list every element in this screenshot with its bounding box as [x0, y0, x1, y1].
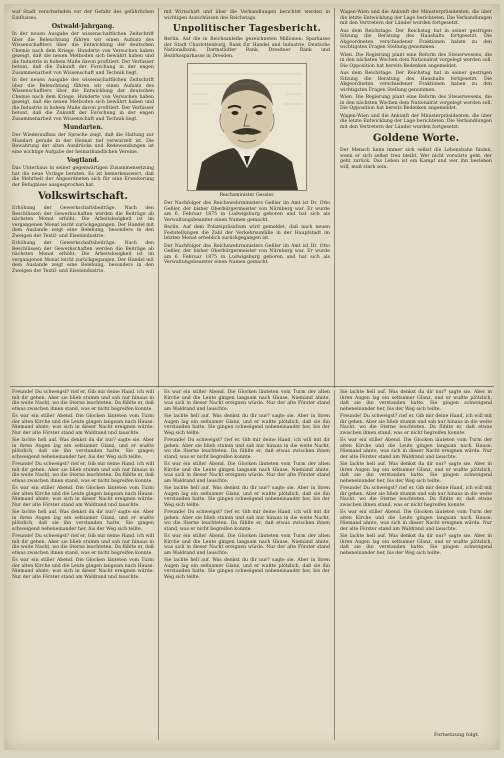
- body-text: Es war ein stiller Abend. Die Glocken läuteten vom Turm der alten Kirche und die Leute gingen langsam nach Hause. Niemand ahnte, was sich in dieser Nacht ereignen würde. Nur der alte Förster stand am Waldrand und lauschte.: [12, 414, 154, 436]
- column-rule: [158, 390, 159, 740]
- body-text: mit Wirtschaft und über die Verhandlungen berichtet werden in wichtigen Ausschüssen des Reichstags.: [164, 10, 330, 21]
- body-text: Der Wiederaufbau der Sprache zeigt, daß die Haltung zur Mundart gerade in der Heimat tief verwurzelt ist. Die Bewahrung der alten Ausdrücke und Redewendungen ist eine wichtige Aufgabe der heimatkundlichen Vereine.: [12, 133, 154, 155]
- section-heading: Mundarten.: [63, 124, 103, 131]
- portrait-drawing: [188, 64, 306, 190]
- body-text: Es war ein stiller Abend. Die Glocken läuteten vom Turm der alten Kirche und die Leute gingen langsam nach Hause. Niemand ahnte, was sich in dieser Nacht ereignen würde. Nur der alte Förster stand am Waldrand und lauschte.: [164, 534, 330, 556]
- newspaper-page: [4, 4, 500, 750]
- body-text: Berlin. Auf die in Reichsanleihe gezeichneten Millionen: Sparkasse der Stadt Charlottenburg, Bank für Handel und Industrie, Deutsche Nationalbank, Darmstädter Bank, Dresdner Bank und Bezirkssparkasse in Dresden.: [164, 37, 330, 59]
- serial-column-1: [12, 390, 154, 582]
- body-text: Der Nachfolger des Reichswehrministers Geßler im Amt ist Dr. Otto Geßler, der bisher Oberbürgermeister von Nürnberg war. Er wurde am 6. Februar 1875 in Ludwigsburg geboren und hat sich als Verwaltungsbeamter einen Namen gemacht.: [164, 243, 330, 265]
- body-text: Aus dem Reichstage. Der Reichstag hat in seiner gestrigen Sitzung die Beratung des Haushalts fortgesetzt. Die Abgeordneten verschiedener Fraktionen haben zu den wichtigsten Fragen Stellung genommen.: [340, 28, 492, 50]
- body-text: Freunde! Du schweigst? rief er. Gib mir deine Hand, ich will mit dir gehen. Aber sie blieb stumm und sah nur hinaus in die weite Nacht, wo die Sterne leuchteten. Da fühlte er, daß etwas zwischen ihnen stand, was er nicht begreifen konnte.: [340, 486, 492, 508]
- body-text: Erhöhung der Gewerkschaftsbeiträge. Nach den Beschlüssen der Gewerkschaften werden die Beiträge ab nächsten Monat erhöht. Die Arbeitslosigkeit ist im vergangenen Monat leicht zurückgegangen. Der Handel mit dem Auslande zeigt eine Belebung, besonders in den Zweigen der Textil- und Eisenindustrie.: [12, 206, 154, 239]
- body-text: Es war ein stiller Abend. Die Glocken läuteten vom Turm der alten Kirche und die Leute gingen langsam nach Hause. Niemand ahnte, was sich in dieser Nacht ereignen würde. Nur der alte Förster stand am Waldrand und lauschte.: [164, 462, 330, 484]
- body-text: Wagen-Wien und die Ankunft der Ministerpräsidenten, die über die letzte Entwicklung der Lage berichteten. Die Verhandlungen mit den Vertretern der Länder wurden fortgesetzt.: [340, 10, 492, 26]
- body-text: In der neuen Ausgabe der wissenschaftlichen Zeitschrift über die Beleuchtung führen wir einen Aufsatz des Wissenschaftlers über die Entwicklung der deutschen Chemie nach dem Kriege. Hunderte von Versuchen haben gezeigt, daß die neuen Methoden sich bewährt haben und die Industrie in hohem Maße davon profitiert. Der Verfasser betont, daß die Zukunft der Forschung in der engen Zusammenarbeit von Wissenschaft und Technik liegt.: [12, 32, 154, 76]
- column-rule: [334, 8, 335, 388]
- body-text: Freunde! Du schweigst? rief er. Gib mir deine Hand, ich will mit dir gehen. Aber sie blieb stumm und sah nur hinaus in die weite Nacht, wo die Sterne leuchteten. Da fühlte er, daß etwas zwischen ihnen stand, was er nicht begreifen konnte.: [164, 510, 330, 532]
- body-text: Erhöhung der Gewerkschaftsbeiträge. Nach den Beschlüssen der Gewerkschaften werden die Beiträge ab nächsten Monat erhöht. Die Arbeitslosigkeit ist im vergangenen Monat leicht zurückgegangen. Der Handel mit dem Auslande zeigt eine Belebung, besonders in den Zweigen der Textil- und Eisenindustrie.: [12, 241, 154, 274]
- body-text: Freunde! Du schweigst? rief er. Gib mir deine Hand, ich will mit dir gehen. Aber sie blieb stumm und sah nur hinaus in die weite Nacht, wo die Sterne leuchteten. Da fühlte er, daß etwas zwischen ihnen stand, was er nicht begreifen konnte.: [12, 534, 154, 556]
- section-heading: Ostwald-Jahrgang.: [51, 23, 115, 30]
- body-text: Freunde! Du schweigst? rief er. Gib mir deine Hand, ich will mit dir gehen. Aber sie blieb stumm und sah nur hinaus in die weite Nacht, wo die Sterne leuchteten. Da fühlte er, daß etwas zwischen ihnen stand, was er nicht begreifen konnte.: [340, 414, 492, 436]
- body-text: Wien. Die Regierung plant eine Reform des Steuerwesens, die in den nächsten Wochen dem Nationalrat vorgelegt werden soll. Die Opposition hat bereits Bedenken angemeldet.: [340, 52, 492, 69]
- continuation-note: Fortsetzung folgt.: [434, 732, 480, 738]
- column-rule: [334, 390, 335, 740]
- body-text: Es war ein stiller Abend. Die Glocken läuteten vom Turm der alten Kirche und die Leute gingen langsam nach Hause. Niemand ahnte, was sich in dieser Nacht ereignen würde. Nur der alte Förster stand am Waldrand und lauschte.: [340, 510, 492, 532]
- body-text: Sie lachte hell auf. Was denkst du dir nur? sagte sie. Aber in ihren Augen lag ein seltsamer Glanz, und er wußte plötzlich, daß sie ihn verstanden hatte. Sie gingen schweigend nebeneinander her, bis der Weg sich teilte.: [340, 462, 492, 484]
- body-text: Sie lachte hell auf. Was denkst du dir nur? sagte sie. Aber in ihren Augen lag ein seltsamer Glanz, und er wußte plötzlich, daß sie ihn verstanden hatte. Sie gingen schweigend nebeneinander her, bis der Weg sich teilte.: [340, 534, 492, 556]
- body-text: Aus dem Reichstage. Der Reichstag hat in seiner gestrigen Sitzung die Beratung des Haushalts fortgesetzt. Die Abgeordneten verschiedener Fraktionen haben zu den wichtigsten Fragen Stellung genommen.: [340, 71, 492, 93]
- body-text: Es war ein stiller Abend. Die Glocken läuteten vom Turm der alten Kirche und die Leute gingen langsam nach Hause. Niemand ahnte, was sich in dieser Nacht ereignen würde. Nur der alte Förster stand am Waldrand und lauschte.: [12, 558, 154, 580]
- column-2: [164, 10, 330, 268]
- serial-column-2: [164, 390, 330, 582]
- body-text: In der neuen Ausgabe der wissenschaftlichen Zeitschrift über die Beleuchtung führen wir einen Aufsatz des Wissenschaftlers über die Entwicklung der deutschen Chemie nach dem Kriege. Hunderte von Versuchen haben gezeigt, daß die neuen Methoden sich bewährt haben und die Industrie in hohem Maße davon profitiert. Der Verfasser betont, daß die Zukunft der Forschung in der engen Zusammenarbeit von Wissenschaft und Technik liegt.: [12, 78, 154, 122]
- body-text: Es war ein stiller Abend. Die Glocken läuteten vom Turm der alten Kirche und die Leute gingen langsam nach Hause. Niemand ahnte, was sich in dieser Nacht ereignen würde. Nur der alte Förster stand am Waldrand und lauschte.: [12, 486, 154, 508]
- body-text: Wagen-Wien und die Ankunft der Ministerpräsidenten, die über die letzte Entwicklung der Lage berichteten. Die Verhandlungen mit den Vertretern der Länder wurden fortgesetzt.: [340, 113, 492, 130]
- body-text: Sie lachte hell auf. Was denkst du dir nur? sagte sie. Aber in ihren Augen lag ein seltsamer Glanz, und er wußte plötzlich, daß sie ihn verstanden hatte. Sie gingen schweigend nebeneinander her, bis der Weg sich teilte.: [12, 510, 154, 532]
- image-caption: Reichsminister Gessler.: [219, 193, 275, 198]
- body-text: Sie lachte hell auf. Was denkst du dir nur? sagte sie. Aber in ihren Augen lag ein seltsamer Glanz, und er wußte plötzlich, daß sie ihn verstanden hatte. Sie gingen schweigend nebeneinander her, bis der Weg sich teilte.: [12, 438, 154, 460]
- serial-column-3: [340, 390, 492, 558]
- body-text: Freunde! Du schweigst? rief er. Gib mir deine Hand, ich will mit dir gehen. Aber sie blieb stumm und sah nur hinaus in die weite Nacht, wo die Sterne leuchteten. Da fühlte er, daß etwas zwischen ihnen stand, was er nicht begreifen konnte.: [12, 390, 154, 412]
- body-text: Das Unterhaus in seiner gegenwärtigen Zusammensetzung hat die neue Vorlage beraten. Es ist bemerkenswert, daß die Mehrheit der Abgeordneten sich für eine Erweiterung der Befugnisse ausgesprochen hat.: [12, 166, 154, 188]
- body-text: Der Mensch kann immer sich selbst die Lebensbahn finden, wenn er sich selbst treu bleibt. Wer nicht vorwärts geht, der geht zurück. Das Leben ist ein Kampf und wer ihn bestehen will, muß stark sein.: [340, 148, 492, 170]
- column-3: [340, 10, 492, 172]
- body-text: Freunde! Du schweigst? rief er. Gib mir deine Hand, ich will mit dir gehen. Aber sie blieb stumm und sah nur hinaus in die weite Nacht, wo die Sterne leuchteten. Da fühlte er, daß etwas zwischen ihnen stand, was er nicht begreifen konnte.: [164, 438, 330, 460]
- section-heading-large: Volkswirtschaft.: [37, 191, 129, 202]
- body-text: Es war ein stiller Abend. Die Glocken läuteten vom Turm der alten Kirche und die Leute gingen langsam nach Hause. Niemand ahnte, was sich in dieser Nacht ereignen würde. Nur der alte Förster stand am Waldrand und lauschte.: [164, 390, 330, 412]
- body-text: Sie lachte hell auf. Was denkst du dir nur? sagte sie. Aber in ihren Augen lag ein seltsamer Glanz, und er wußte plötzlich, daß sie ihn verstanden hatte. Sie gingen schweigend nebeneinander her, bis der Weg sich teilte.: [164, 558, 330, 580]
- section-rule: [10, 386, 494, 387]
- body-text: Der Nachfolger des Reichswehrministers Geßler im Amt ist Dr. Otto Geßler, der bisher Oberbürgermeister von Nürnberg war. Er wurde am 6. Februar 1875 in Ludwigsburg geboren und hat sich als Verwaltungsbeamter einen Namen gemacht.: [164, 201, 330, 223]
- section-heading: Vogtland.: [67, 157, 99, 164]
- column-1: [12, 10, 154, 276]
- body-text: waf Stadt verschwinden vor der Gefahr des gefährlichen Einflusses.: [12, 10, 154, 21]
- body-text: Freunde! Du schweigst? rief er. Gib mir deine Hand, ich will mit dir gehen. Aber sie blieb stumm und sah nur hinaus in die weite Nacht, wo die Sterne leuchteten. Da fühlte er, daß etwas zwischen ihnen stand, was er nicht begreifen konnte.: [12, 462, 154, 484]
- body-text: Wien. Die Regierung plant eine Reform des Steuerwesens, die in den nächsten Wochen dem Nationalrat vorgelegt werden soll. Die Opposition hat bereits Bedenken angemeldet.: [340, 95, 492, 111]
- body-text: Es war ein stiller Abend. Die Glocken läuteten vom Turm der alten Kirche und die Leute gingen langsam nach Hause. Niemand ahnte, was sich in dieser Nacht ereignen würde. Nur der alte Förster stand am Waldrand und lauschte.: [340, 438, 492, 460]
- portrait-illustration: [187, 63, 307, 191]
- section-heading-large: Goldene Worte.: [372, 133, 460, 144]
- body-text: Berlin. Auf dem Polizeipräsidium wird gemeldet, daß nach neuen Feststellungen die Zahl der Verkehrsunfälle in der Hauptstadt im letzten Monat erheblich zurückgegangen ist.: [164, 225, 330, 241]
- body-text: Sie lachte hell auf. Was denkst du dir nur? sagte sie. Aber in ihren Augen lag ein seltsamer Glanz, und er wußte plötzlich, daß sie ihn verstanden hatte. Sie gingen schweigend nebeneinander her, bis der Weg sich teilte.: [164, 486, 330, 508]
- body-text: Sie lachte hell auf. Was denkst du dir nur? sagte sie. Aber in ihren Augen lag ein seltsamer Glanz, und er wußte plötzlich, daß sie ihn verstanden hatte. Sie gingen schweigend nebeneinander her, bis der Weg sich teilte.: [164, 414, 330, 436]
- column-rule: [158, 8, 159, 388]
- body-text: Sie lachte hell auf. Was denkst du dir nur? sagte sie. Aber in ihren Augen lag ein seltsamer Glanz, und er wußte plötzlich, daß sie ihn verstanden hatte. Sie gingen schweigend nebeneinander her, bis der Weg sich teilte.: [340, 390, 492, 412]
- section-heading-large: Unpolitischer Tagesbericht.: [172, 24, 322, 34]
